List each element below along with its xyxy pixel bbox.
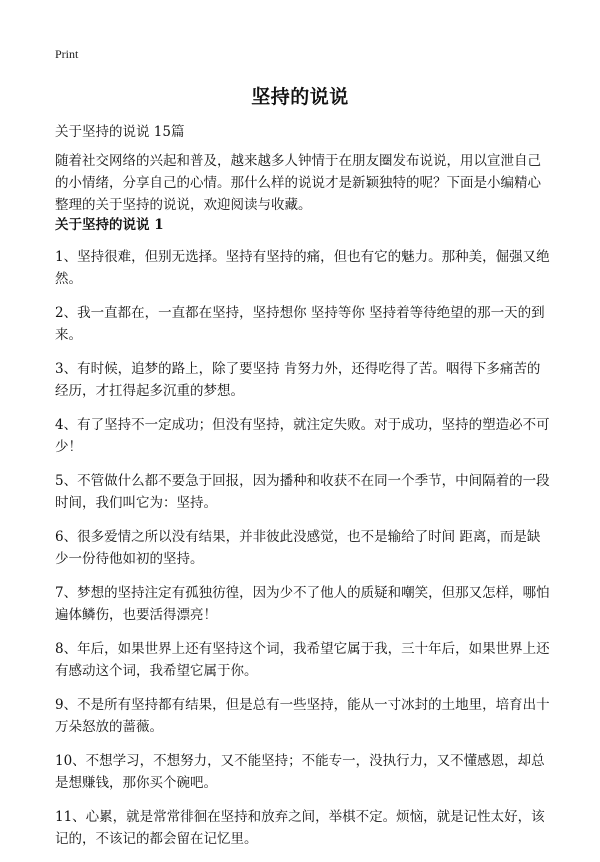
list-item: 7、梦想的坚持注定有孤独彷徨，因为少不了他人的质疑和嘲笑，但那又怎样，哪怕遍体鳞伤，也要活得漂亮！ xyxy=(55,585,550,623)
list-item: 1、坚持很难，但别无选择。坚持有坚持的痛，但也有它的魅力。那种美，倔强又绝然。 xyxy=(55,249,550,287)
print-link[interactable]: Print xyxy=(55,47,79,61)
intro-paragraph: 随着社交网络的兴起和普及，越来越多人钟情于在朋友圈发布说说，用以宣泄自己的小情绪，分享自己的心情。那什么样的说说才是新颖独特的呢？下面是小编精心整理的关于坚持的说说，欢迎阅读与收藏。 xyxy=(55,153,541,213)
list-item: 4、有了坚持不一定成功；但没有坚持，就注定失败。对于成功，坚持的塑造必不可少！ xyxy=(55,417,550,455)
page-title: 坚持的说说 xyxy=(251,86,349,108)
list-item: 3、有时候，追梦的路上，除了要坚持 肯努力外，还得吃得了苦。咽得下多痛苦的经历，才扛得起多沉重的梦想。 xyxy=(55,361,541,399)
list-item: 11、心累，就是常常徘徊在坚持和放弃之间，举棋不定。烦恼，就是记性太好，该记的，不该记的都会留在记忆里。 xyxy=(55,809,545,847)
list-item: 6、很多爱情之所以没有结果，并非彼此没感觉，也不是输给了时间 距离，而是缺少一份待他如初的坚持。 xyxy=(55,529,541,567)
document-subtitle: 关于坚持的说说 15篇 xyxy=(55,124,185,140)
list-item: 2、我一直都在，一直都在坚持，坚持想你 坚持等你 坚持着等待绝望的那一天的到来。 xyxy=(55,305,545,343)
list-item: 9、不是所有坚持都有结果，但是总有一些坚持，能从一寸冰封的土地里，培育出十万朵怒放的蔷薇。 xyxy=(55,697,550,735)
list-item: 8、年后，如果世界上还有坚持这个词，我希望它属于我，三十年后，如果世界上还有感动这个词，我希望它属于你。 xyxy=(55,641,550,679)
list-item: 10、不想学习，不想努力，又不能坚持；不能专一，没执行力，又不懂感恩，却总是想赚钱，那你买个碗吧。 xyxy=(55,753,545,791)
quote-list xyxy=(55,246,550,862)
section-heading: 关于坚持的说说 1 xyxy=(55,217,164,233)
list-item: 5、不管做什么都不要急于回报，因为播种和收获不在同一个季节，中间隔着的一段时间，我们叫它为：坚持。 xyxy=(55,473,550,511)
